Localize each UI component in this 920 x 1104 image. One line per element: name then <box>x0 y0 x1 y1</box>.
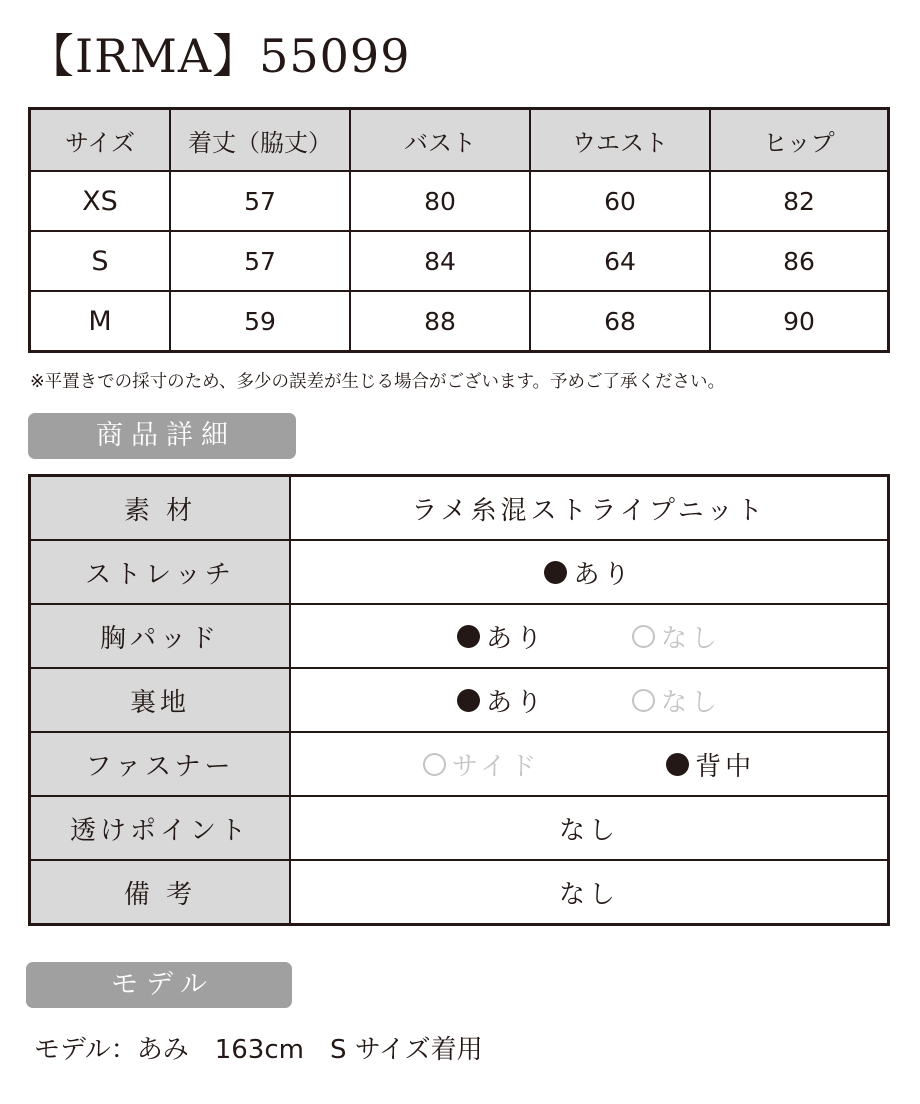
length-cell: 57 <box>170 231 350 291</box>
filled-circle-icon <box>544 561 567 584</box>
waist-cell: 60 <box>530 171 710 231</box>
size-cell: S <box>30 231 171 291</box>
size-table-header <box>30 109 889 172</box>
empty-circle-icon <box>632 625 655 648</box>
size-table <box>28 107 890 353</box>
detail-row-remarks <box>30 860 889 925</box>
detail-value: なし <box>290 860 889 925</box>
option-label: あり <box>485 687 546 718</box>
detail-label: 透けポイント <box>30 796 291 860</box>
option-label: あり <box>573 559 634 590</box>
waist-cell: 64 <box>530 231 710 291</box>
detail-row-stretch <box>30 540 889 604</box>
bust-cell: 84 <box>350 231 530 291</box>
length-cell: 57 <box>170 171 350 231</box>
size-cell: XS <box>30 171 171 231</box>
measurement-note: ※平置きでの採寸のため、多少の誤差が生じる場合がございます。予めご了承ください。 <box>30 372 726 392</box>
table-row <box>30 291 889 352</box>
option-label: なし <box>661 687 722 718</box>
page-title: 【IRMA】55099 <box>28 29 411 83</box>
detail-value <box>290 668 889 732</box>
detail-label: 素 材 <box>30 476 291 541</box>
detail-value <box>290 604 889 668</box>
option-selected <box>457 618 546 655</box>
detail-value: なし <box>290 796 889 860</box>
table-row <box>30 231 889 291</box>
detail-label: ストレッチ <box>30 540 291 604</box>
option-selected <box>666 746 755 783</box>
detail-label: 裏地 <box>30 668 291 732</box>
detail-label: 備 考 <box>30 860 291 925</box>
detail-value <box>290 732 889 796</box>
section-label-details: 商品詳細 <box>28 413 296 459</box>
option-unselected <box>632 682 721 719</box>
detail-row-fastener <box>30 732 889 796</box>
size-cell: M <box>30 291 171 352</box>
detail-value <box>290 540 889 604</box>
model-info: モデル：あみ 163cm S サイズ着用 <box>34 1035 483 1065</box>
length-cell: 59 <box>170 291 350 352</box>
detail-label: ファスナー <box>30 732 291 796</box>
detail-row-material <box>30 476 889 541</box>
hip-cell: 82 <box>710 171 889 231</box>
empty-circle-icon <box>632 689 655 712</box>
hip-cell: 90 <box>710 291 889 352</box>
header-size: サイズ <box>30 109 171 172</box>
option-selected <box>544 554 633 591</box>
filled-circle-icon <box>457 689 480 712</box>
detail-label: 胸パッド <box>30 604 291 668</box>
option-selected <box>457 682 546 719</box>
detail-row-chest-pad <box>30 604 889 668</box>
waist-cell: 68 <box>530 291 710 352</box>
hip-cell: 86 <box>710 231 889 291</box>
detail-row-sheer-point <box>30 796 889 860</box>
table-row <box>30 171 889 231</box>
bust-cell: 88 <box>350 291 530 352</box>
section-label-model: モデル <box>26 962 292 1008</box>
option-unselected <box>632 618 721 655</box>
option-label: なし <box>661 623 722 654</box>
empty-circle-icon <box>423 753 446 776</box>
filled-circle-icon <box>666 753 689 776</box>
option-unselected <box>423 746 540 783</box>
header-length: 着丈（脇丈） <box>170 109 350 172</box>
option-label: サイド <box>451 751 541 782</box>
filled-circle-icon <box>457 625 480 648</box>
details-table <box>28 474 890 926</box>
option-label: あり <box>485 623 546 654</box>
header-waist: ウエスト <box>530 109 710 172</box>
detail-value: ラメ糸混ストライプニット <box>290 476 889 541</box>
option-label: 背中 <box>695 751 756 782</box>
header-hip: ヒップ <box>710 109 889 172</box>
detail-row-lining <box>30 668 889 732</box>
header-bust: バスト <box>350 109 530 172</box>
bust-cell: 80 <box>350 171 530 231</box>
